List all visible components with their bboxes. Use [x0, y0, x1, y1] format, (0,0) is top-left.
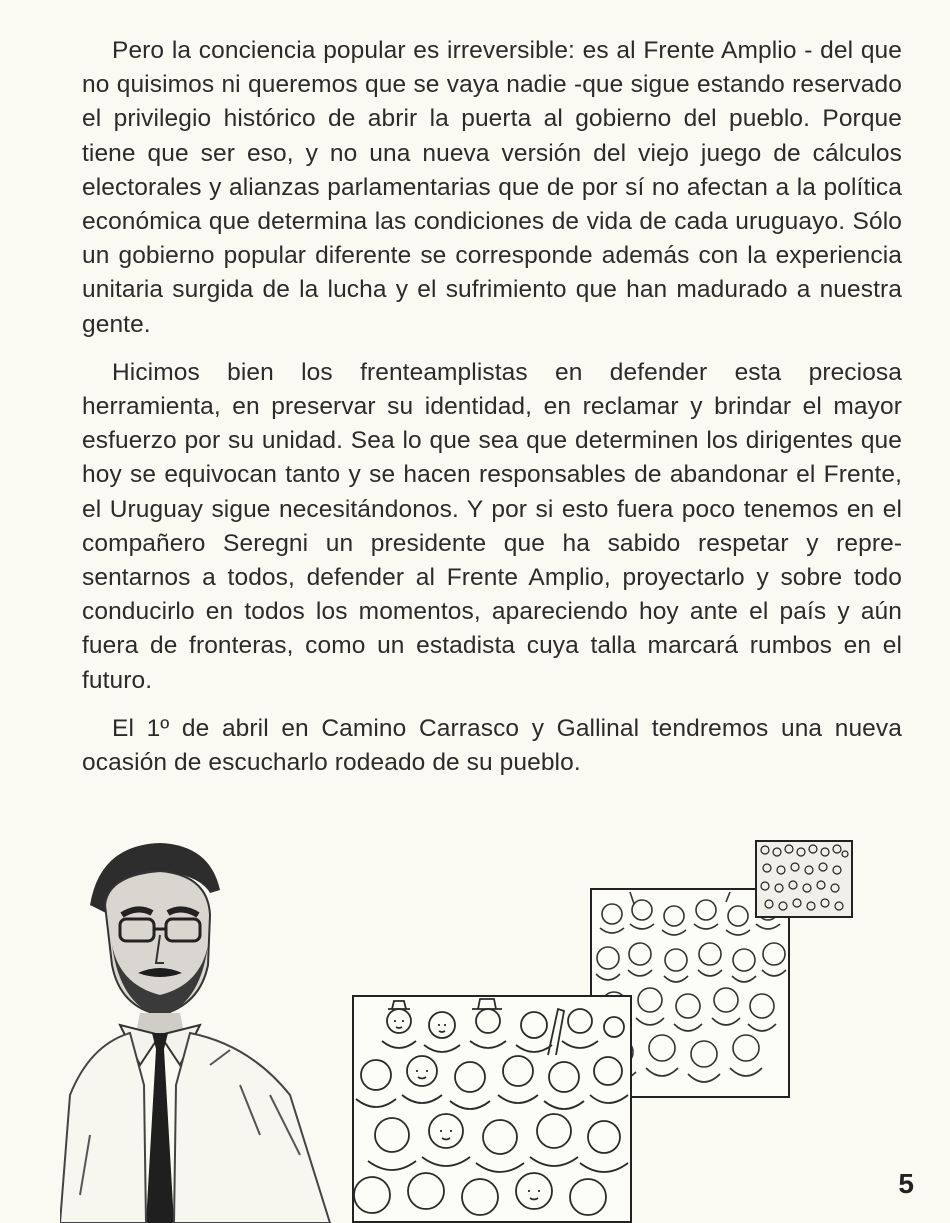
article-text — [82, 34, 902, 794]
crowd-illustration-front — [352, 995, 632, 1223]
paragraph-2: Hicimos bien los frenteamplistas en defender esta preciosa herramienta, en preservar su identidad, en reclamar y brindar el mayor esfuerzo por su unidad. Sea lo que sea que determinen los dirigentes que hoy se equivocan tanto y se hacen responsables de abandonar el Frente, el Uruguay sigue necesitándonos. Y por si esto fuera poco tenemos en el compañero Seregni un presidente que ha sabido respetar y representarnos a todos, defender al Frente Amplio, proyectarlo y sobre todo conducirlo en todos los momentos, apareciendo hoy ante el país y aún fuera de fronteras, como un estadista cuya talla marcará rumbos en el futuro. — [82, 358, 902, 694]
page-number: 5 — [898, 1168, 914, 1199]
paragraph-1: Pero la conciencia popular es irreversible: es al Frente Amplio - del que no quisimos ni queremos que se vaya nadie -que sigue estando reservado el privilegio histórico de abrir la puerta al gobierno del pueblo. Porque tiene que ser eso, y no una nueva versión del viejo juego de cálculos electorales y alianzas parlamentarias que de por sí no afectan a la política económica que determina las condiciones de vida de cada uruguayo. Sólo un gobierno popular diferente se corresponde además con la experiencia unitaria surgida de la lucha y el sufrimiento que han madurado a nuestra gente. — [82, 37, 902, 338]
paragraph-3: El 1º de abril en Camino Carrasco y Gallinal tendremos una nueva ocasión de escucharlo rodeado de su pueblo. — [82, 714, 902, 777]
portrait-illustration — [60, 835, 360, 1223]
crowd-illustration-distant — [755, 840, 853, 918]
